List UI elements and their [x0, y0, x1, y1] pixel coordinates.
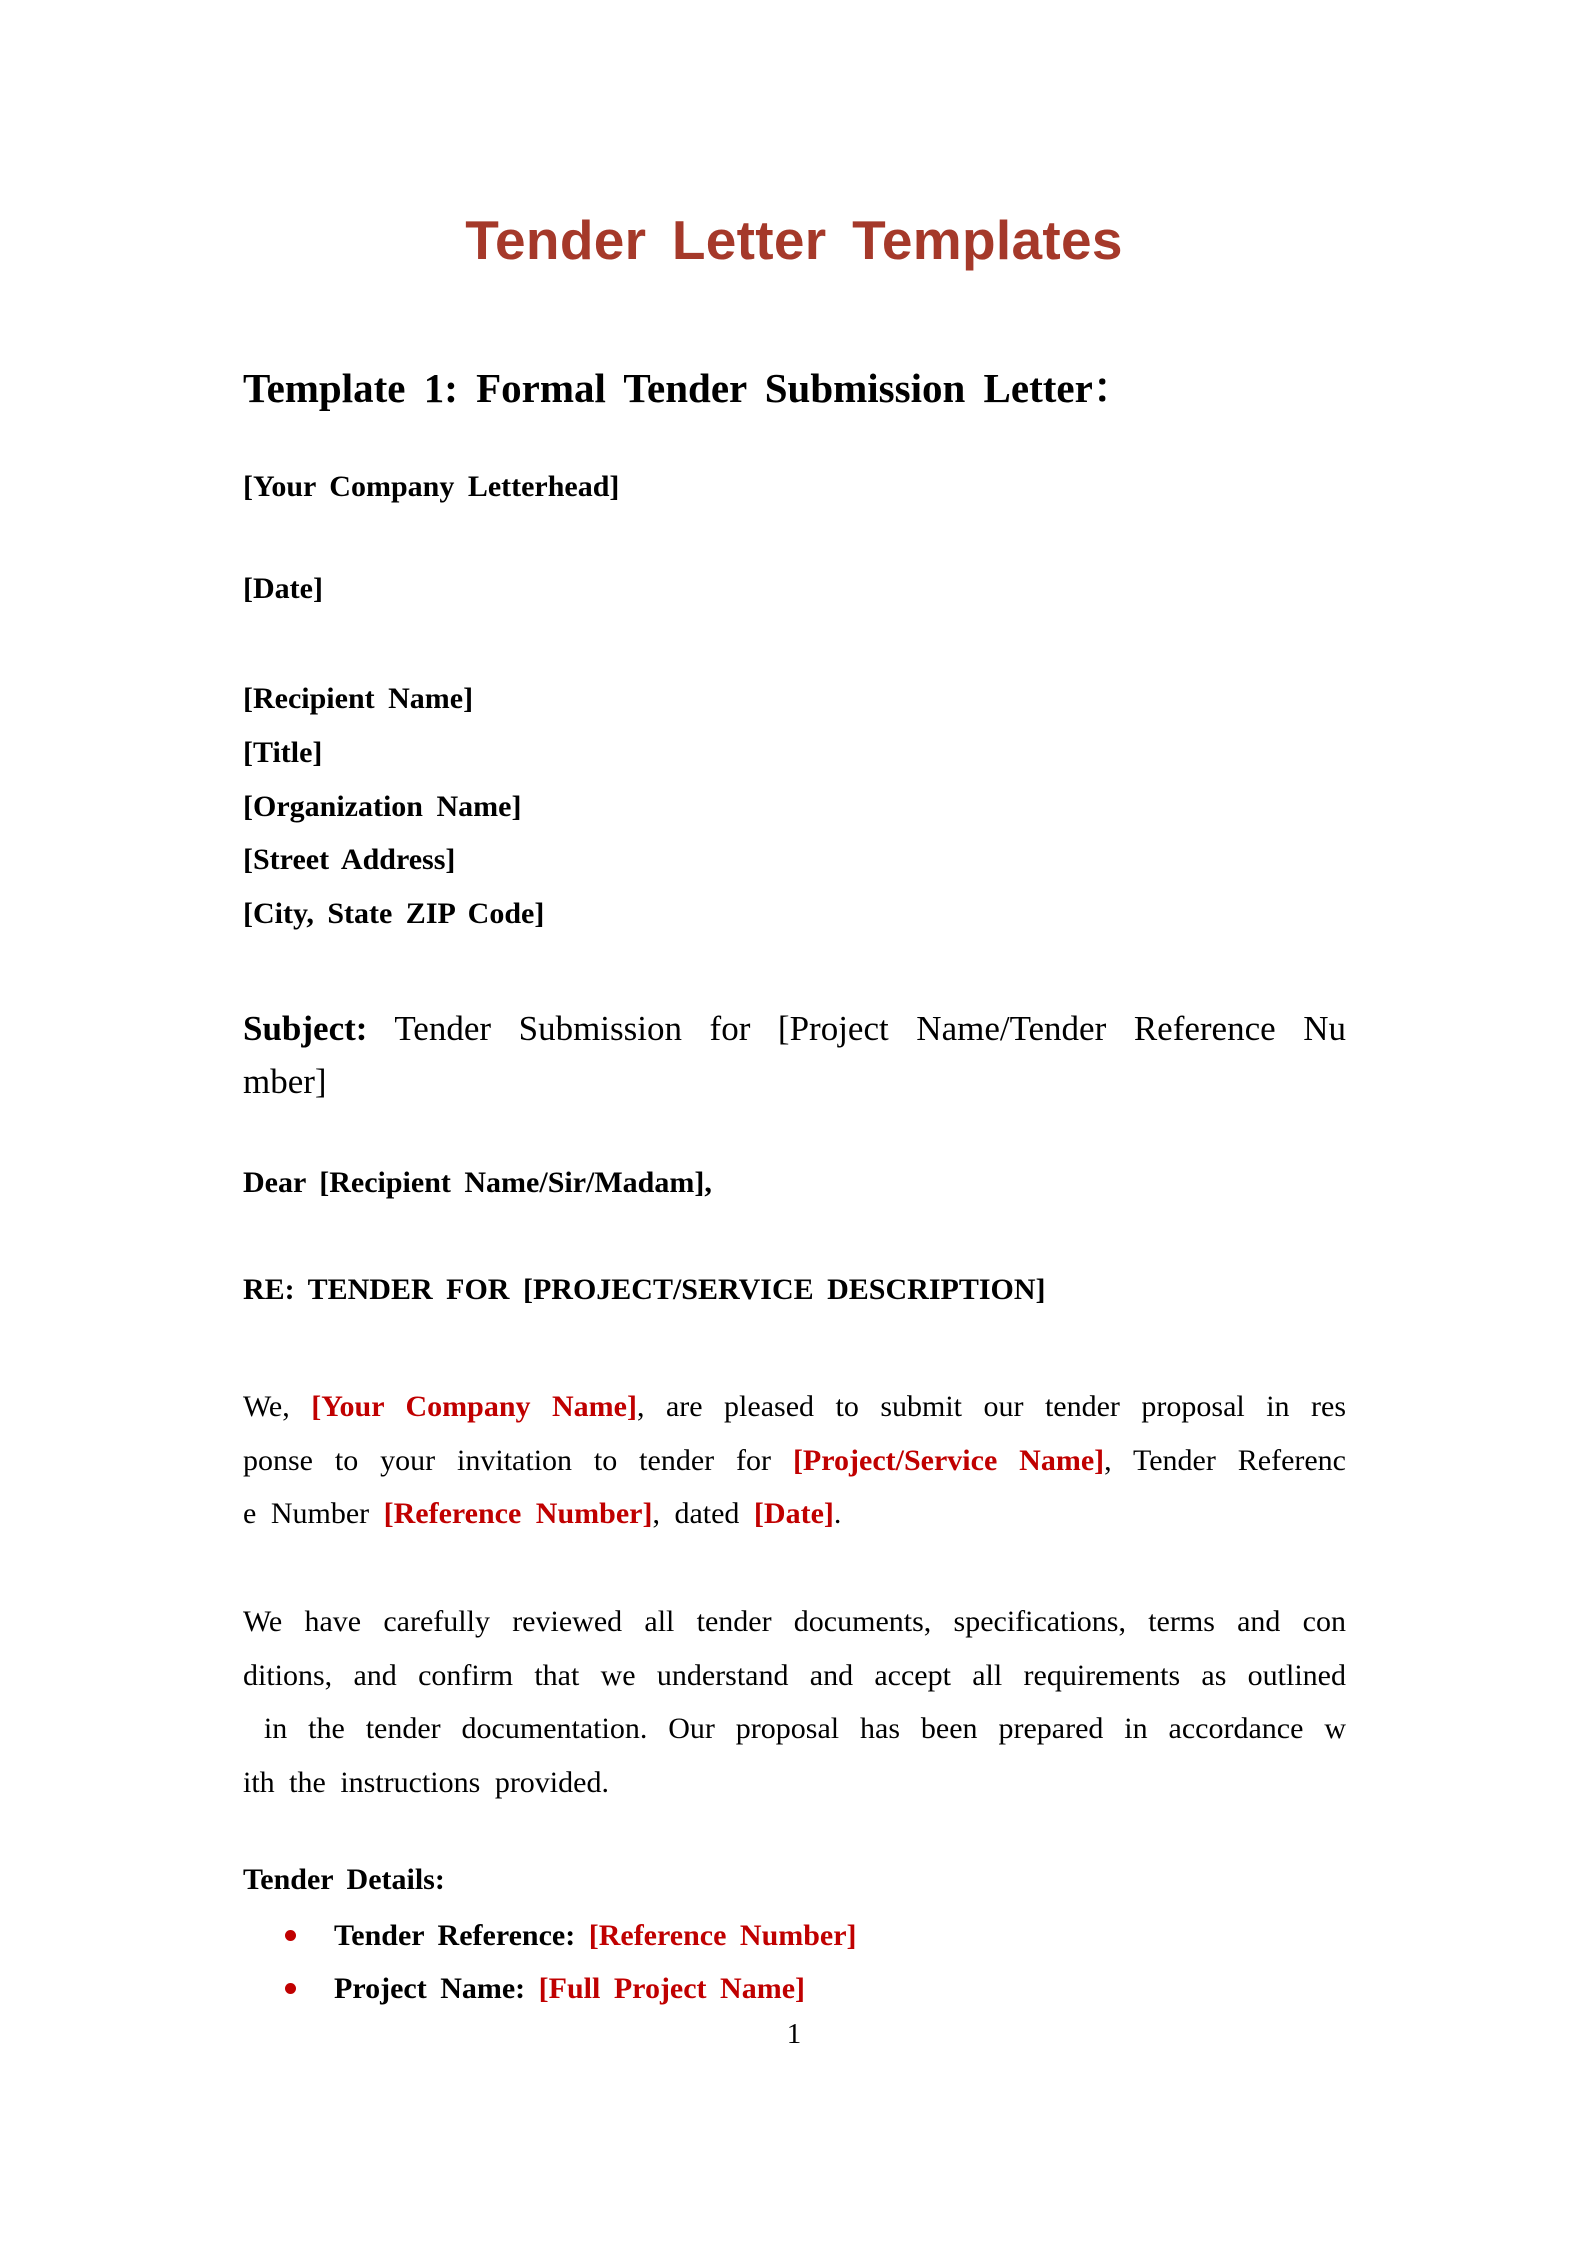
re-line: RE: TENDER FOR [PROJECT/SERVICE DESCRIPTION]: [243, 1273, 1046, 1306]
template-heading: Template 1: Formal Tender Submission Letter：: [243, 365, 1134, 411]
list-item-value: [Reference Number]: [588, 1919, 857, 1952]
document-title: Tender Letter Templates: [465, 209, 1123, 271]
recipient-city-state-zip: [City, State ZIP Code]: [243, 897, 545, 930]
paragraph-line: ponse to your invitation to tender for [Project/Service Name], Tender Referenc: [243, 1443, 1347, 1477]
intro-paragraph: [243, 1380, 1346, 1541]
recipient-organization: [Organization Name]: [243, 790, 522, 823]
list-item-label: Tender Reference:: [334, 1919, 589, 1952]
placeholder-company-name: [Your Company Name]: [311, 1390, 637, 1423]
paragraph-line: in the tender documentation. Our proposal has been prepared in accordance w: [243, 1712, 1346, 1745]
subject-text-1: Tender Submission for [Project Name/Tender Reference Nu: [367, 1009, 1346, 1048]
paragraph-line: e Number [Reference Number], dated [Date].: [243, 1497, 842, 1530]
letterhead-placeholder: [Your Company Letterhead]: [243, 470, 620, 503]
date-placeholder: [Date]: [243, 572, 323, 605]
paragraph-line: ditions, and confirm that we understand and accept all requirements as outlined: [243, 1658, 1346, 1692]
paragraph-line: ith the instructions provided.: [243, 1765, 609, 1799]
tender-details-heading: Tender Details:: [243, 1863, 445, 1896]
page-number: 1: [786, 2018, 802, 2050]
recipient-street: [Street Address]: [243, 843, 456, 876]
review-paragraph: [243, 1595, 1346, 1809]
placeholder-reference-number: [Reference Number]: [383, 1497, 653, 1530]
subject-label: Subject:: [243, 1009, 368, 1048]
paragraph-line: We, [Your Company Name], are pleased to submit our tender proposal in res: [243, 1390, 1346, 1423]
bullet-icon: [285, 1983, 296, 1994]
placeholder-project-service-name: [Project/Service Name]: [792, 1443, 1105, 1477]
salutation: Dear [Recipient Name/Sir/Madam],: [243, 1166, 712, 1199]
recipient-title: [Title]: [243, 736, 323, 769]
recipient-name: [Recipient Name]: [243, 682, 474, 715]
list-item-label: Project Name:: [334, 1972, 539, 2005]
list-item: [285, 1972, 805, 2006]
list-item: [285, 1919, 857, 1953]
placeholder-date: [Date]: [753, 1497, 834, 1530]
paragraph-line: We have carefully reviewed all tender documents, specifications, terms and con: [243, 1605, 1346, 1638]
subject-text-2: mber]: [243, 1062, 327, 1101]
bullet-icon: [285, 1930, 296, 1941]
subject-line: [243, 1002, 1346, 1108]
list-item-value: [Full Project Name]: [538, 1972, 806, 2005]
